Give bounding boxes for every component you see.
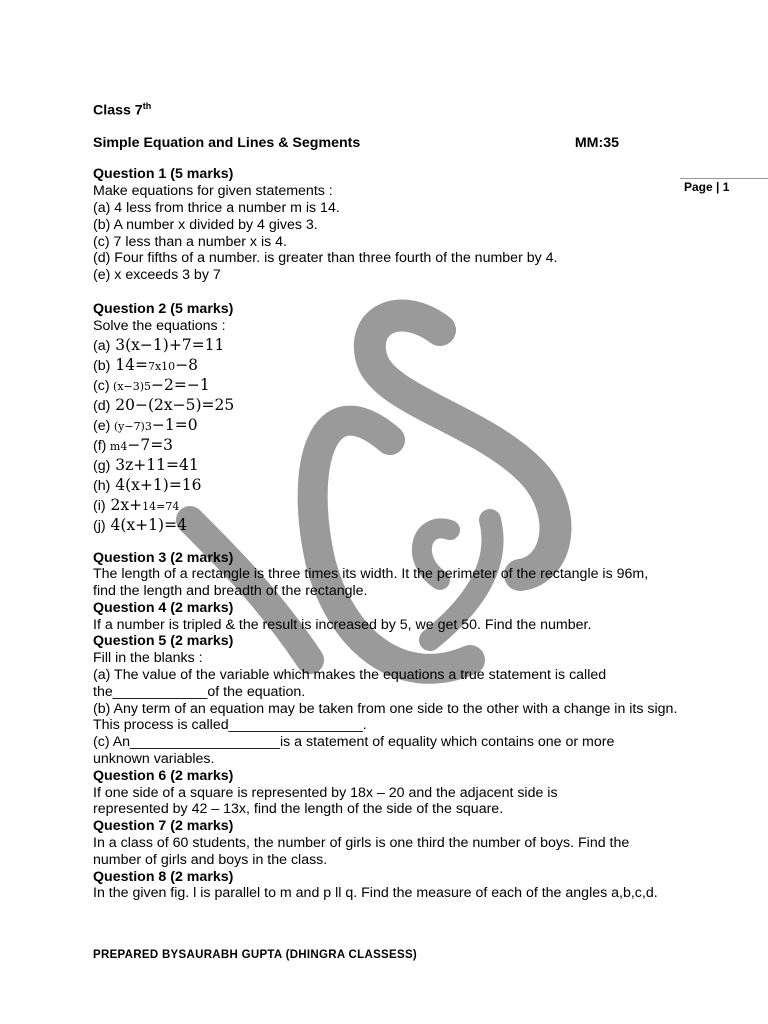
q2-item-c <box>93 375 693 395</box>
q7-title: Question 7 (2 marks) <box>93 818 234 835</box>
q6-title: Question 6 (2 marks) <box>93 767 234 784</box>
q2-item-g <box>93 455 693 475</box>
q5-title: Question 5 (2 marks) <box>93 633 234 650</box>
q2-e-fraction: (y−7)3 <box>110 419 152 433</box>
q5-item-a: (a) The value of the variable which makes the equations a true statement is called the____________of the equation. <box>93 667 607 700</box>
q2-item-f <box>93 435 693 455</box>
q2-title: Question 2 (5 marks) <box>93 300 234 317</box>
class-label: Class 7 <box>93 102 143 119</box>
q2-i-equation: 2x+ <box>105 495 143 514</box>
q2-instruction: Solve the equations : <box>93 317 226 334</box>
class-superscript: th <box>142 101 152 111</box>
class-title <box>93 98 693 120</box>
page-label-rule <box>680 178 768 179</box>
q2-a-equation: 3(x−1)+7=11 <box>110 335 225 354</box>
q2-item-j <box>93 515 693 535</box>
q8-title: Question 8 (2 marks) <box>93 868 234 885</box>
q2-g-equation: 3z+11=41 <box>110 455 199 474</box>
q2-d-label: (d) <box>93 397 111 414</box>
q2-f-label: (f) <box>93 437 107 454</box>
q2-e-rest: −1=0 <box>151 415 198 434</box>
q2-e-label: (e) <box>93 417 111 434</box>
q4-text: If a number is tripled & the result is increased by 5, we get 50. Find the number. <box>93 616 592 633</box>
q2-a-label: (a) <box>93 337 111 354</box>
page-number-label: Page | 1 <box>684 180 730 194</box>
q2-item-i <box>93 495 693 515</box>
max-marks: MM:35 <box>574 134 619 151</box>
q2-b-label: (b) <box>93 357 111 374</box>
q1-item-d: (d) Four fifths of a number. is greater than three fourth of the number by 4. <box>93 250 558 267</box>
q4-title: Question 4 (2 marks) <box>93 599 234 616</box>
q5-instruction: Fill in the blanks : <box>93 650 203 667</box>
q2-item-d <box>93 395 693 415</box>
q2-i-fraction: 14=74 <box>142 499 180 513</box>
worksheet-body <box>93 98 693 902</box>
q7-text: In a class of 60 students, the number of girls is one third the number of boys. Find the number of girls and boys in the class. <box>93 835 630 868</box>
q1-item-e: (e) x exceeds 3 by 7 <box>93 267 221 284</box>
q2-d-equation: 20−(2x−5)=25 <box>110 395 235 414</box>
q2-c-rest: −2=−1 <box>151 375 210 394</box>
q8-text: In the given fig. l is parallel to m and p ll q. Find the measure of each of the angles a,b,c,d. <box>93 885 658 902</box>
q1-item-c: (c) 7 less than a number x is 4. <box>93 233 287 250</box>
q2-item-h <box>93 475 693 495</box>
q2-f-rest: −7=3 <box>127 435 174 454</box>
q5-item-b: (b) Any term of an equation may be taken from one side to the other with a change in its sign. This process is called_________________. <box>93 700 678 734</box>
q2-i-label: (i) <box>93 497 106 514</box>
q2-c-fraction: (x−3)5 <box>109 379 152 393</box>
q2-item-e <box>93 415 693 435</box>
q1-title: Question 1 (5 marks) <box>93 166 234 183</box>
q2-j-equation: 4(x+1)=4 <box>105 515 187 534</box>
q2-f-fraction: m4 <box>106 439 128 453</box>
q6-text: If one side of a square is represented by 18x – 20 and the adjacent side is represented by 42 – 13x, find the length of the side of the square. <box>93 784 558 818</box>
q2-b-equation: 14= <box>110 355 148 374</box>
q2-b-fraction: 7x10 <box>147 359 176 373</box>
q2-j-label: (j) <box>93 517 106 534</box>
subject-title: Simple Equation and Lines & Segments <box>93 134 361 151</box>
q5-item-c: (c) An___________________is a statement of equality which contains one or more unknown variables. <box>93 734 615 768</box>
subject-row <box>93 135 619 152</box>
q3-text: The length of a rectangle is three times its width. It the perimeter of the rectangle is 96m, find the length and breadth of the rectangle. <box>93 566 649 600</box>
q2-h-equation: 4(x+1)=16 <box>110 475 202 494</box>
q1-instruction: Make equations for given statements : <box>93 183 333 200</box>
q1-item-a: (a) 4 less from thrice a number m is 14. <box>93 199 340 216</box>
q2-b-rest: −8 <box>175 355 199 374</box>
q3-title: Question 3 (2 marks) <box>93 549 234 566</box>
q1-item-b: (b) A number x divided by 4 gives 3. <box>93 216 318 233</box>
q2-item-a <box>93 335 693 355</box>
q2-c-label: (c) <box>93 377 110 394</box>
q2-item-b <box>93 355 693 375</box>
q2-g-label: (g) <box>93 457 111 474</box>
q2-h-label: (h) <box>93 477 111 494</box>
footer-credit: PREPARED BYSAURABH GUPTA (DHINGRA CLASSESS) <box>93 949 418 961</box>
